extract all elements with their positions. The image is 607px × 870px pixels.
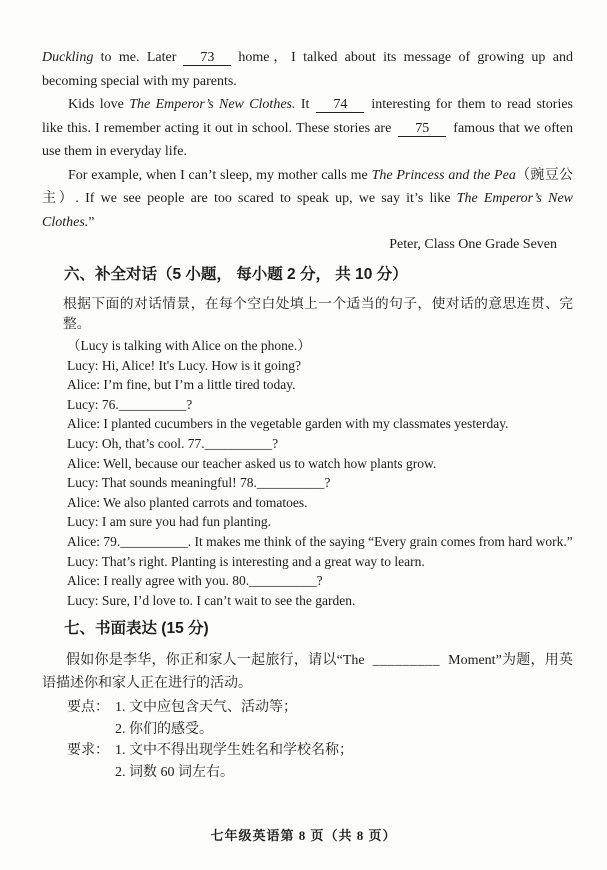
points-block — [67, 697, 573, 783]
book-title-emperors-new-clothes: The Emperor’s New Clothes. — [129, 97, 296, 112]
reading-paragraph-1 — [42, 46, 573, 93]
cloze-blank-73: 73 — [183, 51, 231, 66]
paragraph-text: home，I talked about its message of growing up and becoming special with my parents. — [42, 50, 573, 89]
paragraph-text: to me. Later — [93, 50, 177, 65]
paragraph-text: It — [295, 97, 310, 112]
section-six — [42, 264, 573, 610]
passage-signature: Peter, Class One Grade Seven — [389, 237, 557, 252]
dialogue-stage-direction: （Lucy is talking with Alice on the phone.） — [67, 338, 311, 353]
dialogue-line: Lucy: That sounds meaningful! 78.__________? — [67, 475, 331, 491]
dialogue-line: Alice: We also planted carrots and tomatoes. — [67, 494, 308, 510]
requirements-label-spacer — [67, 762, 115, 784]
requirements-row — [67, 762, 573, 784]
dialogue-line: Lucy: Sure, I’d love to. I can’t wait to see the garden. — [67, 592, 356, 608]
requirement-item: 2. 词数 60 词左右。 — [115, 764, 234, 780]
paragraph-text: For example, when I can’t sleep, my mother calls me — [68, 167, 372, 183]
dialogue-line: Alice: 79.__________. It makes me think of the saying “Every grain comes from hard work.” — [67, 533, 573, 549]
points-label: 要点： — [67, 700, 109, 716]
paragraph-text: famous that we often use them in everyday life. — [42, 120, 574, 159]
dialogue-line: Lucy: Oh, that’s cool. 77.__________? — [67, 435, 279, 451]
dialogue-line: Lucy: Hi, Alice! It's Lucy. How is it going? — [67, 357, 302, 373]
paragraph-text: Kids love — [68, 97, 130, 112]
point-item: 1. 文中应包含天气、活动等； — [115, 700, 297, 716]
points-row — [67, 697, 573, 719]
dialogue-line: Alice: Well, because our teacher asked us to watch how plants grow. — [67, 455, 437, 471]
dialogue-line: Lucy: 76.__________? — [67, 396, 193, 412]
cloze-blank-75: 75 — [398, 122, 446, 137]
reading-passage — [42, 46, 573, 256]
dialogue-block — [67, 336, 573, 610]
cloze-blank-74: 74 — [316, 98, 364, 113]
dialogue-line: Alice: I’m fine, but I’m a little tired today. — [67, 377, 296, 393]
requirements-label: 要求： — [67, 743, 109, 759]
section-seven — [42, 618, 573, 783]
prompt-text: 假如你是李华，你正和家人一起旅行，请以“The — [66, 653, 365, 669]
points-label-spacer — [67, 719, 115, 741]
paragraph-text: interesting for them to read stories like this. I remember acting it out in school. These stories are — [42, 97, 573, 136]
point-item: 2. 你们的感受。 — [115, 721, 213, 737]
book-title-princess-and-the-pea: The Princess and the Pea — [371, 167, 516, 183]
points-row — [67, 719, 573, 741]
book-title-emperors-new-clothes: The Emperor’s New Clothes. — [42, 191, 574, 230]
requirements-row — [67, 740, 573, 762]
page-footer — [0, 825, 607, 844]
dialogue-line: Lucy: I am sure you had fun planting. — [67, 514, 271, 530]
section-six-title: 六、补全对话（5 小题， 每小题 2 分， 共 10 分） — [64, 266, 408, 283]
paragraph-text: ” — [88, 214, 95, 230]
book-title-duckling: Duckling — [42, 50, 94, 65]
paragraph-text: （豌豆公主）. If we see people are too scared to speak up, we say it’s like — [42, 167, 573, 206]
section-seven-title: 七、书面表达 (15 分) — [64, 620, 209, 638]
page-number: 七年级英语第 8 页（共 8 页） — [210, 828, 397, 843]
essay-title-blank: _________ — [372, 653, 441, 669]
dialogue-line: Alice: I planted cucumbers in the vegetable garden with my classmates yesterday. — [67, 416, 509, 432]
dialogue-line: Alice: I really agree with you. 80.__________? — [67, 573, 323, 589]
prompt-text: Moment”为题，用英语描述你和家人正在进行的活动。 — [42, 653, 574, 692]
requirement-item: 1. 文中不得出现学生姓名和学校名称； — [115, 743, 353, 759]
dialogue-line: Lucy: That’s right. Planting is interesting and a great way to learn. — [67, 553, 425, 569]
reading-paragraph-2 — [42, 93, 573, 164]
reading-paragraph-3 — [42, 164, 573, 235]
section-six-instructions: 根据下面的对话情景，在每个空白处填上一个适当的句子，使对话的意思连贯、完整。 — [63, 296, 573, 331]
writing-prompt — [42, 649, 573, 695]
